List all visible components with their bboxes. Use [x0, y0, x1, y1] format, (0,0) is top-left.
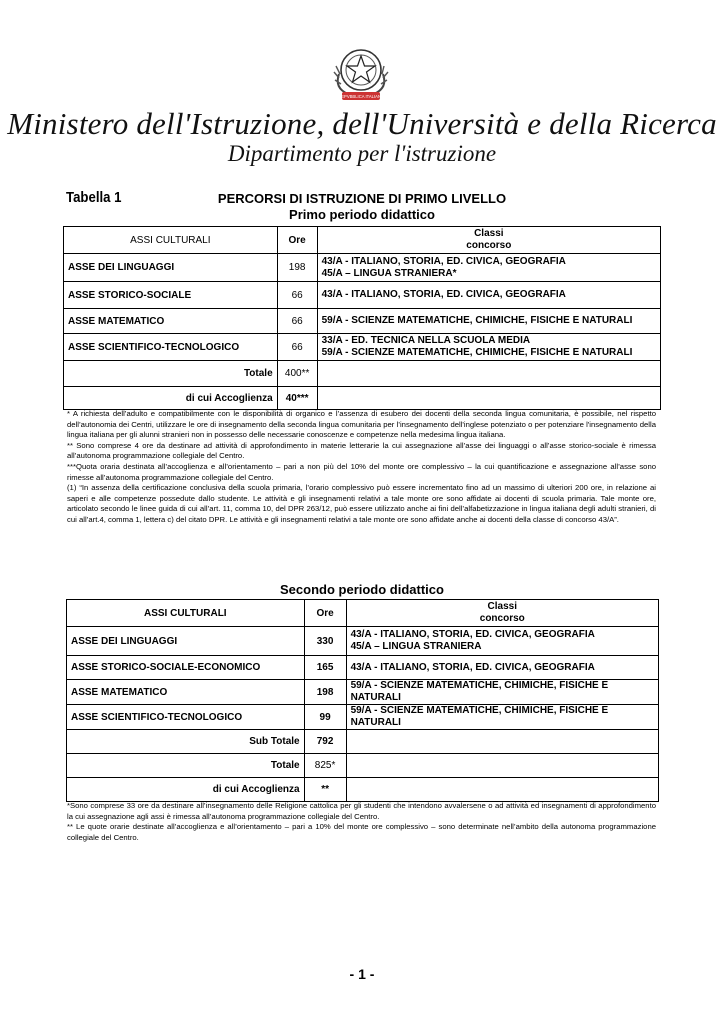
- footnote: ***Quota oraria destinata all’accoglienza e all’orientamento – pari a non più del 10% del monte ore complessivo – la cui quantificazione e assegnazione all’asse sono rimesse all’autonoma programmazione collegiale del Centro.: [67, 461, 656, 482]
- classe-line: 59/A - SCIENZE MATEMATICHE, CHIMICHE, FISICHE E NATURALI: [350, 705, 609, 728]
- classe-line: 45/A – LINGUA STRANIERA: [350, 641, 482, 652]
- classe-line: 59/A - SCIENZE MATEMATICHE, CHIMICHE, FISICHE E NATURALI: [321, 347, 633, 358]
- period-title-2: Secondo periodo didattico: [280, 582, 444, 597]
- totale-label: Totale: [64, 361, 278, 387]
- totale-value: 825*: [304, 754, 346, 778]
- classe-line: 45/A – LINGUA STRANIERA*: [321, 267, 457, 279]
- classi-cell: [346, 680, 658, 705]
- table-secondo-periodo: [66, 599, 659, 802]
- classi-cell: [346, 627, 658, 656]
- classe-line: 43/A - ITALIANO, STORIA, ED. CIVICA, GEOGRAFIA: [350, 661, 595, 673]
- accoglienza-label: di cui Accoglienza: [67, 778, 305, 802]
- classe-line: 33/A - ED. TECNICA NELLA SCUOLA MEDIA: [321, 335, 531, 346]
- asse-cell: ASSE SCIENTIFICO-TECNOLOGICO: [64, 334, 278, 361]
- asse-cell: ASSE MATEMATICO: [64, 309, 278, 334]
- asse-cell: ASSE SCIENTIFICO-TECNOLOGICO: [67, 705, 305, 730]
- accoglienza-row: [67, 778, 659, 802]
- ore-cell: 198: [277, 254, 317, 282]
- ore-cell: 99: [304, 705, 346, 730]
- empty-cell: [346, 730, 658, 754]
- subtotale-row: [67, 730, 659, 754]
- totale-row: [67, 754, 659, 778]
- classi-cell: [317, 334, 660, 361]
- document-title: PERCORSI DI ISTRUZIONE DI PRIMO LIVELLO: [217, 191, 507, 206]
- asse-cell: ASSE STORICO-SOCIALE-ECONOMICO: [67, 656, 305, 680]
- ore-cell: 165: [304, 656, 346, 680]
- classe-line: 59/A - SCIENZE MATEMATICHE, CHIMICHE, FISICHE E NATURALI: [350, 680, 609, 703]
- table-label: Tabella 1: [66, 189, 122, 206]
- period-title-1: Primo periodo didattico: [289, 207, 435, 222]
- subtotale-label: Sub Totale: [67, 730, 305, 754]
- asse-cell: ASSE MATEMATICO: [67, 680, 305, 705]
- table-row: [67, 627, 659, 656]
- classi-cell: [317, 309, 660, 334]
- subtotale-value: 792: [304, 730, 346, 754]
- asse-cell: ASSE DEI LINGUAGGI: [67, 627, 305, 656]
- classi-cell: [346, 656, 658, 680]
- accoglienza-value: 40***: [277, 387, 317, 410]
- classe-line: 43/A - ITALIANO, STORIA, ED. CIVICA, GEOGRAFIA: [321, 255, 566, 267]
- emblem-ribbon-text: REPVBBLICA ITALIANA: [338, 94, 384, 99]
- header-assi: ASSI CULTURALI: [67, 600, 305, 627]
- classe-line: 59/A - SCIENZE MATEMATICHE, CHIMICHE, FISICHE E NATURALI: [321, 315, 633, 326]
- header-classi-line-1: Classi: [474, 228, 504, 239]
- ore-cell: 330: [304, 627, 346, 656]
- header-classi-line-1: Classi: [487, 601, 518, 612]
- table-row: [67, 680, 659, 705]
- empty-cell: [317, 387, 660, 410]
- footnote: * A richiesta dell’adulto e compatibilmente con le disponibilità di organico e l’assenza di esubero dei docenti della seconda lingua comunitaria, è possibile, nel rispetto dell’autonomia dei Centri, utilizzare le ore di insegnamento della seconda lingua comunitaria per l’insegnamento dell'inglese potenziato o per potenziare l'insegnamento della lingua italiana per gli alunni stranieri non in possesso delle necessarie conoscenze e competenze nella medesima lingua italiana.: [67, 409, 656, 440]
- table-header-row: [67, 600, 659, 627]
- accoglienza-row: [64, 387, 661, 410]
- table-primo-periodo: [63, 226, 661, 410]
- totale-value: 400**: [277, 361, 317, 387]
- header-classi-line-2: concorso: [466, 240, 512, 251]
- department-name: Dipartimento per l'istruzione: [227, 141, 497, 166]
- classe-line: 43/A - ITALIANO, STORIA, ED. CIVICA, GEOGRAFIA: [321, 289, 566, 300]
- header-ore: Ore: [304, 600, 346, 627]
- page-number: - 1 -: [349, 966, 375, 982]
- italian-republic-emblem: [326, 44, 396, 106]
- table-row: [64, 254, 661, 282]
- classe-line: 43/A - ITALIANO, STORIA, ED. CIVICA, GEOGRAFIA: [350, 629, 595, 640]
- notes-secondo-periodo: [67, 801, 656, 843]
- footnote: *Sono comprese 33 ore da destinare all’insegnamento delle Religione cattolica per gli studenti che intendono avvalersene o ad attività ed insegnamenti di approfondimento la cui assegnazione agli assi è rimessa all’autonoma programmazione collegiale del Centro.: [67, 801, 656, 821]
- table-row: [64, 282, 661, 309]
- ore-cell: 66: [277, 334, 317, 361]
- header-classi: [317, 227, 660, 254]
- table-row: [64, 334, 661, 361]
- footnote: ** Le quote orarie destinate all’accoglienza e all’orientamento – pari a 10% del monte ore complessivo – sono determinate nell’ambito della autonoma programmazione collegiale del Centro.: [67, 822, 656, 842]
- footnote: (1) “In assenza della certificazione conclusiva della scuola primaria, l’orario complessivo può essere incrementato fino ad un massimo di ulteriori 200 ore, in relazione ai saperi e alle competenze possedute dallo studente. Le attività e gli insegnamenti relativi a tale monte ore sono affidate ai docenti di scuola primaria. Tale monte ore, articolato secondo le linee guida di cui all’art. 11, comma 10, del DPR 263/12, può essere utilizzato anche ai fini dell’alfabetizzazione in lingua italiana degli adulti stranieri, di cui all’art.4, comma 1, lettera c) del citato DPR. Le attività e gli insegnamenti relativi a tale monte ore sono affidate anche ai docenti della classe di concorso 43/A”.: [67, 483, 656, 524]
- accoglienza-value: **: [304, 778, 346, 802]
- classi-cell: [346, 705, 658, 730]
- notes-primo-periodo: [67, 409, 656, 526]
- ore-cell: 66: [277, 309, 317, 334]
- table-header-row: [64, 227, 661, 254]
- ore-cell: 198: [304, 680, 346, 705]
- ore-cell: 66: [277, 282, 317, 309]
- classi-cell: [317, 282, 660, 309]
- classi-cell: [317, 254, 660, 282]
- accoglienza-label: di cui Accoglienza: [64, 387, 278, 410]
- asse-cell: ASSE STORICO-SOCIALE: [64, 282, 278, 309]
- header-ore: Ore: [277, 227, 317, 254]
- totale-row: [64, 361, 661, 387]
- ministry-name: Ministero dell'Istruzione, dell'Università e della Ricerca: [7, 106, 717, 141]
- empty-cell: [317, 361, 660, 387]
- header-classi: [346, 600, 658, 627]
- header-assi: ASSI CULTURALI: [64, 227, 278, 254]
- header-classi-line-2: concorso: [479, 613, 525, 624]
- empty-cell: [346, 778, 658, 802]
- table-row: [64, 309, 661, 334]
- totale-label: Totale: [67, 754, 305, 778]
- table-row: [67, 656, 659, 680]
- footnote: ** Sono comprese 4 ore da destinare ad attività di approfondimento in materie letterarie la cui assegnazione all’asse dei linguaggi o all’asse storico-sociale è rimessa all’autonoma programmazione collegiale del Centro.: [67, 440, 656, 461]
- table-row: [67, 705, 659, 730]
- asse-cell: ASSE DEI LINGUAGGI: [64, 254, 278, 282]
- empty-cell: [346, 754, 658, 778]
